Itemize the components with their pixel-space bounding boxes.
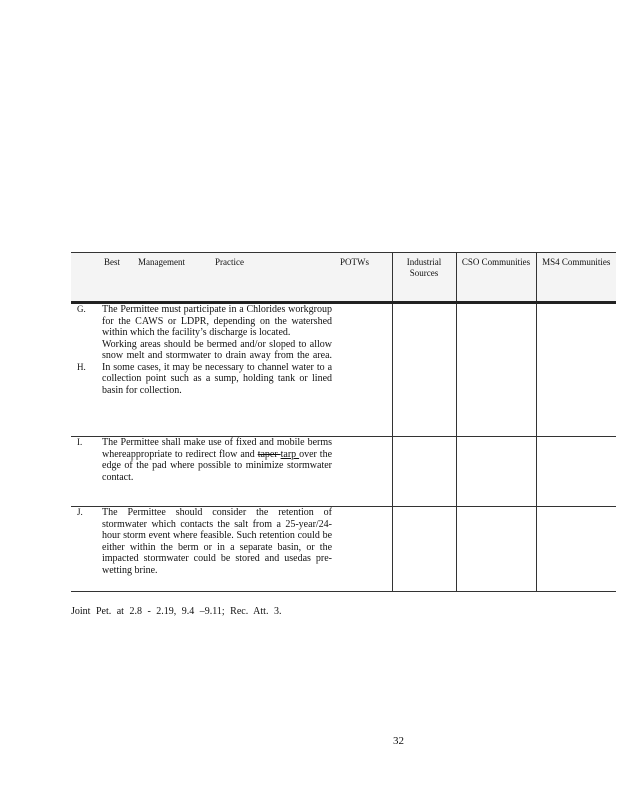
cso-cell (456, 303, 536, 437)
page-number: 32 (393, 735, 404, 747)
bmp-text-j: The Permittee should consider the retention of stormwater which contacts the salt from a 25-year/24-hour storm event where feasible. Such retention could be either within the berm or in a separate basin, or the impacted stormwater could be stored and usedas pre-wetting brine. (98, 507, 336, 592)
bmp-text-h: Working areas should be bermed and/or sloped to allow snow melt and stormwater to drain away from the area. In some cases, it may be necessary to channel water to a collection point such as a sump, holding tank or lined basin for collection. (102, 338, 333, 396)
industrial-cell (392, 437, 456, 507)
ms4-cell (536, 303, 616, 437)
table-header-row (71, 253, 616, 303)
citation: Joint Pet. at 2.8 - 2.19, 9.4 –9.11; Rec. Att. 3. (71, 606, 282, 617)
header-bmp (71, 253, 336, 303)
header-cso: CSO Communities (456, 253, 536, 303)
row-text-cell (98, 437, 336, 507)
header-bmp-practice: Practice (215, 257, 244, 267)
bmp-text-i-underline: tarp (280, 448, 300, 460)
row-text-cell (98, 303, 336, 437)
bmp-text-i-a: The Permittee shall make use of fixed and mobile berms whereappropriate to redirect flow and (102, 437, 333, 460)
header-industrial: Industrial Sources (392, 253, 456, 303)
header-ms4: MS4 Communities (536, 253, 616, 303)
ms4-cell (536, 507, 616, 592)
bmp-table (71, 252, 616, 592)
industrial-cell (392, 303, 456, 437)
potws-cell (336, 437, 392, 507)
row-letter-g: G. (77, 304, 86, 314)
row-letter-h: H. (77, 361, 86, 372)
table-row (71, 437, 616, 507)
table-row (71, 303, 616, 437)
bmp-text-i-b: over the edge of the pad where possible to minimize stormwater contact. (102, 448, 333, 483)
potws-cell (336, 303, 392, 437)
cso-cell (456, 437, 536, 507)
bmp-text-i-strike: taper (257, 448, 281, 460)
header-potws: POTWs (336, 253, 392, 303)
table-row (71, 507, 616, 592)
row-letter-cell (71, 303, 98, 437)
ms4-cell (536, 437, 616, 507)
industrial-cell (392, 507, 456, 592)
bmp-text-g: The Permittee must participate in a Chlorides workgroup for the CAWS or LDPR, depending on the watershed within which the facility’s discharge is located. (102, 304, 333, 338)
potws-cell (336, 507, 392, 592)
cso-cell (456, 507, 536, 592)
header-bmp-best: Best (104, 257, 121, 267)
row-letter-j: J. (71, 507, 98, 592)
row-letter-i: I. (71, 437, 98, 507)
header-bmp-management: Management (138, 257, 185, 267)
